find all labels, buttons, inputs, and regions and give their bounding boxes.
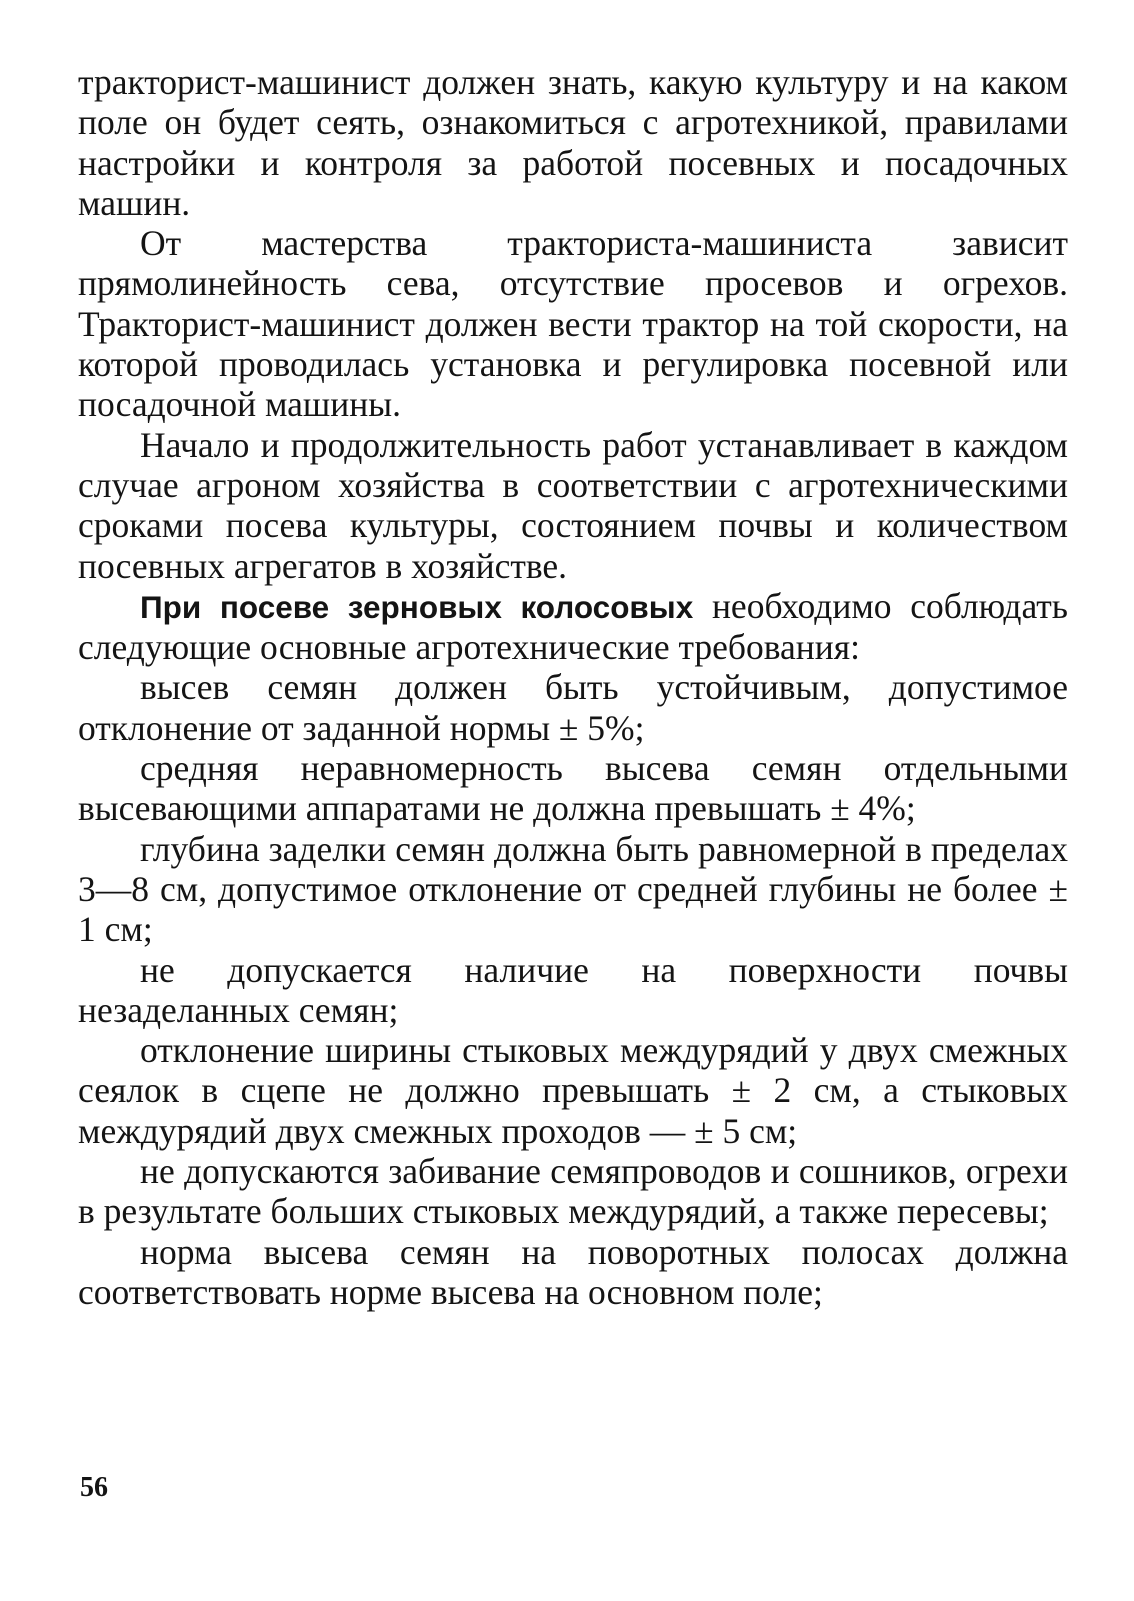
requirement-depth: глубина заделки семян должна быть равномерной в пределах 3—8 см, допустимое отклонение от средней глубины не более ± 1 см; bbox=[78, 828, 1068, 950]
paragraph-work-start: Начало и продолжительность работ устанавливает в каждом случае агроном хозяйства в соответствии с агротехническими сроками посева культуры, состоянием почвы и количеством посевных агрегатов в хозяйстве. bbox=[78, 424, 1068, 586]
paragraph-lead-bold: При посеве зерновых колосовых bbox=[140, 588, 694, 625]
paragraph-operator-skill: От мастерства тракториста-машиниста зависит прямолинейность сева, отсутствие просевов и огрехов. Тракторист-машинист должен вести трактор на той скорости, на которой проводилась установка и регулировка посевной или посадочной машины. bbox=[78, 223, 1068, 425]
requirement-headland-rate: норма высева семян на поворотных полосах должна соответствовать норме высева на основном поле; bbox=[78, 1231, 1068, 1312]
paragraph-continuation: тракторист-машинист должен знать, какую культуру и на каком поле он будет сеять, ознакомиться с агротехникой, правилами настройки и контроля за работой посевных и посадочных машин. bbox=[78, 62, 1068, 223]
paragraph-lead-rest: необходимо соблюдать следующие основные агротехнические требования: bbox=[78, 585, 1068, 668]
paragraph-grain-requirements bbox=[78, 586, 1068, 668]
requirement-seeding-stability: высев семян должен быть устойчивым, допустимое отклонение от заданной нормы ± 5%; bbox=[78, 667, 1068, 748]
page-body bbox=[78, 62, 1068, 1312]
requirement-row-spacing: отклонение ширины стыковых междурядий у двух смежных сеялок в сцепе не должно превышать ± 2 см, а стыковых междурядий двух смежных проходов — ± 5 см; bbox=[78, 1030, 1068, 1151]
page-number: 56 bbox=[80, 1472, 108, 1503]
requirement-no-exposed-seeds: не допускается наличие на поверхности почвы незаделанных семян; bbox=[78, 949, 1068, 1030]
requirement-unevenness: средняя неравномерность высева семян отдельными высевающими аппаратами не должна превышать ± 4%; bbox=[78, 748, 1068, 829]
requirement-no-clogging: не допускаются забивание семяпроводов и сошников, огрехи в результате больших стыковых междурядий, а также пересевы; bbox=[78, 1151, 1068, 1232]
